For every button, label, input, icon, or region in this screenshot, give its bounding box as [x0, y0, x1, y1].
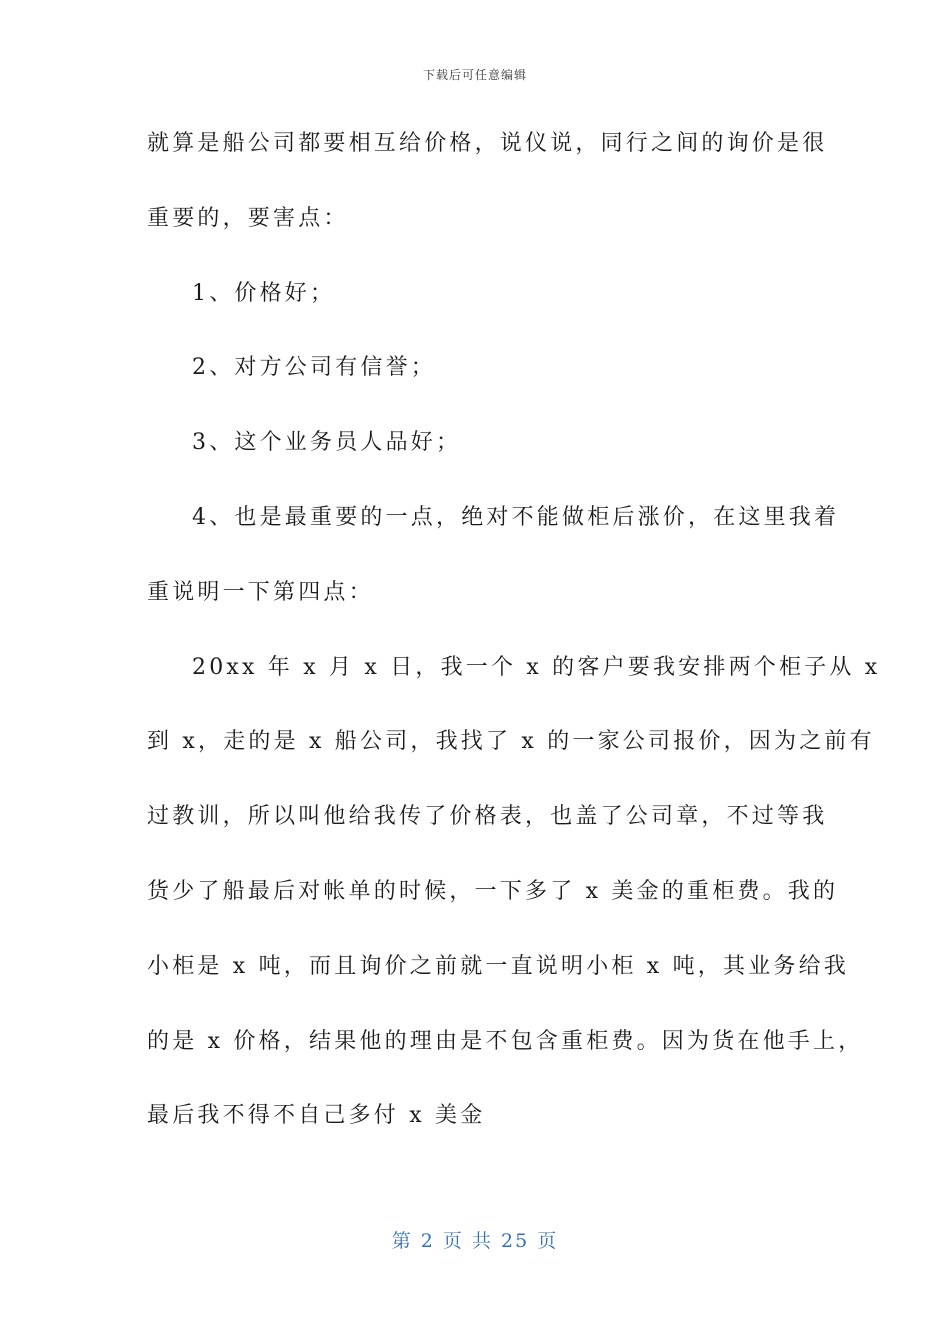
text-line: 重要的，要害点： [147, 205, 349, 231]
page-number-footer: 第 2 页 共 25 页 [391, 1230, 559, 1252]
text-line: 最后我不得不自己多付 x 美金 [147, 1103, 486, 1129]
list-item: 3、这个业务员人品好； [192, 430, 462, 456]
text-line: 到 x，走的是 x 船公司，我找了 x 的一家公司报价，因为之前有 [147, 729, 875, 755]
text-line: 重说明一下第四点： [147, 579, 374, 605]
list-item: 2、对方公司有信誉； [192, 355, 436, 381]
text-line: 就算是船公司都要相互给价格，说仪说，同行之间的询价是很 [147, 131, 828, 156]
header-note: 下载后可任意编辑 [422, 68, 527, 82]
document-body [147, 122, 881, 1169]
text-line: 的是 x 价格，结果他的理由是不包含重柜费。因为货在他手上， [147, 1028, 864, 1054]
text-line: 货少了船最后对帐单的时候，一下多了 x 美金的重柜费。我的 [147, 878, 839, 904]
list-item: 1、价格好； [192, 280, 336, 306]
text-line: 小柜是 x 吨，而且询价之前就一直说明小柜 x 吨，其业务给我 [147, 953, 849, 979]
paragraph-start: 20xx 年 x 月 x 日，我一个 x 的客户要我安排两个柜子从 x [192, 654, 881, 680]
list-item: 4、也是最重要的一点，绝对不能做柜后涨价，在这里我着 [192, 504, 840, 530]
text-line: 过教训，所以叫他给我传了价格表，也盖了公司章，不过等我 [147, 804, 828, 830]
